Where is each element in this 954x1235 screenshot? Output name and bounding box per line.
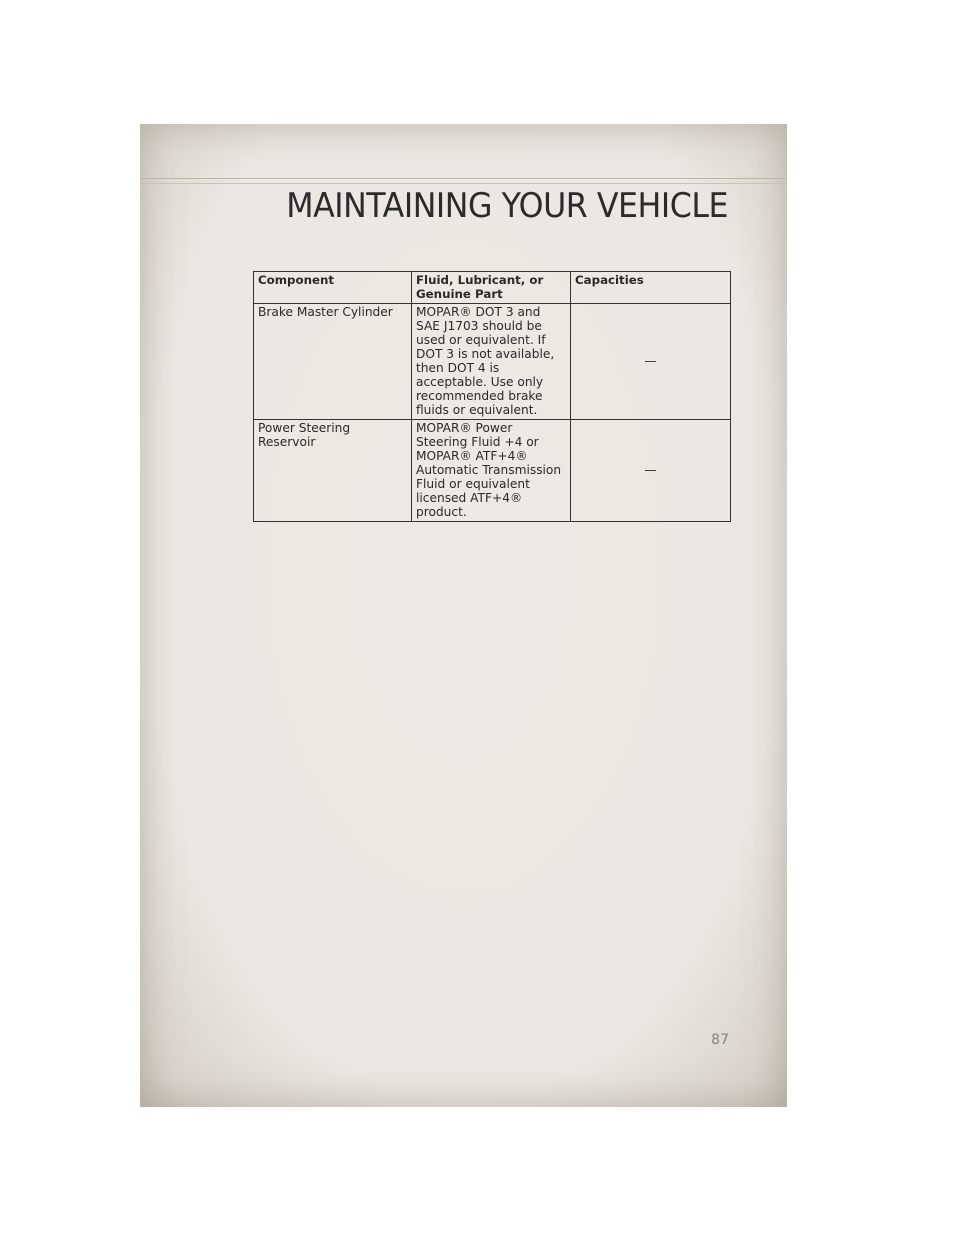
cell-component: Brake Master Cylinder [254,304,412,420]
page-title: MAINTAINING YOUR VEHICLE [286,186,728,226]
cell-component: Power Steering Reservoir [254,420,412,522]
table-header-row [254,272,731,304]
fluids-table [253,271,731,522]
header-rule-secondary [140,183,787,184]
cell-fluid: MOPAR® Power Steering Fluid +4 or MOPAR® ATF+4® Automatic Transmission Fluid or equivalent licensed ATF+4® product. [412,420,571,522]
column-header-fluid: Fluid, Lubricant, or Genuine Part [412,272,571,304]
cell-capacity: — [571,420,731,522]
column-header-component: Component [254,272,412,304]
page-number: 87 [711,1032,729,1048]
table-row [254,304,731,420]
column-header-capacities: Capacities [571,272,731,304]
header-rule [140,178,787,179]
cell-capacity: — [571,304,731,420]
cell-fluid: MOPAR® DOT 3 and SAE J1703 should be used or equivalent. If DOT 3 is not available, then DOT 4 is acceptable. Use only recommended brake fluids or equivalent. [412,304,571,420]
manual-page [140,124,787,1107]
table-row [254,420,731,522]
